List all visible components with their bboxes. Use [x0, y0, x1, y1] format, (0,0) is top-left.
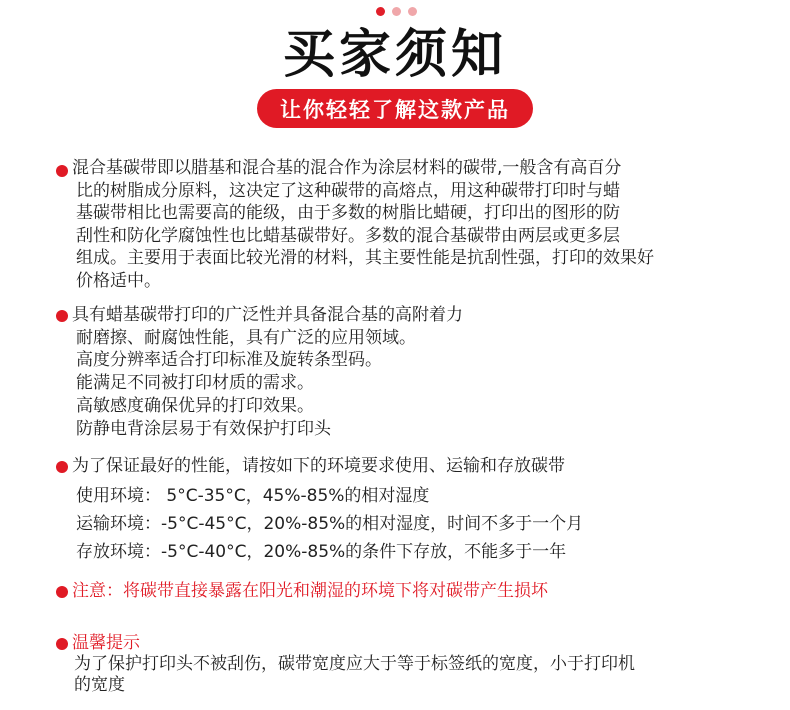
bullet-icon [56, 165, 68, 177]
pagination-dots [376, 7, 417, 16]
environment-usage: 使用环境： 5°C-35°C，45%-85%的相对湿度 [76, 486, 430, 506]
section-warning [56, 580, 776, 602]
feature-line: 防静电背涂层易于有效保护打印头 [76, 418, 331, 439]
tip-line: 为了保护打印头不被刮伤，碳带宽度应大于等于标签纸的宽度，小于打印机 [74, 654, 635, 674]
paragraph-line: 基碳带相比也需要高的能级，由于多数的树脂比蜡硬，打印出的图形的防 [76, 203, 620, 224]
feature-line: 高敏感度确保优异的打印效果。 [76, 395, 314, 416]
paragraph-line: 刮性和防化学腐蚀性也比蜡基碳带好。多数的混合基碳带由两层或更多层 [76, 225, 620, 246]
feature-line: 能满足不同被打印材质的需求。 [76, 373, 314, 394]
pagination-dot-active [376, 7, 385, 16]
section-hybrid-ribbon-description [56, 157, 776, 293]
paragraph-line: 价格适中。 [76, 270, 161, 291]
paragraph-line: 比的树脂成分原料，这决定了这种碳带的高熔点，用这种碳带打印时与蜡 [76, 180, 620, 201]
bullet-icon [56, 310, 68, 322]
bullet-icon [56, 638, 68, 650]
subtitle-badge: 让你轻轻了解这款产品 [257, 89, 533, 128]
page-title: 买家须知 [282, 25, 507, 85]
section-features [56, 304, 776, 440]
tip-heading: 温馨提示 [72, 633, 140, 653]
section-environment-requirements [56, 455, 776, 566]
tip-line: 的宽度 [74, 675, 125, 695]
pagination-dot [392, 7, 401, 16]
pagination-dot [408, 7, 417, 16]
feature-line: 耐磨擦、耐腐蚀性能，具有广泛的应用领域。 [76, 327, 416, 348]
environment-transport: 运输环境：-5°C-45°C，20%-85%的相对湿度，时间不多于一个月 [76, 514, 584, 534]
environment-intro: 为了保证最好的性能，请按如下的环境要求使用、运输和存放碳带 [72, 456, 565, 476]
feature-line: 具有蜡基碳带打印的广泛性并具备混合基的高附着力 [72, 305, 463, 325]
paragraph-line: 混合基碳带即以腊基和混合基的混合作为涂层材料的碳带,一般含有高百分 [72, 158, 622, 178]
section-tip [56, 632, 776, 696]
paragraph-line: 组成。主要用于表面比较光滑的材料，其主要性能是抗刮性强，打印的效果好 [76, 248, 654, 269]
warning-text: 注意：将碳带直接暴露在阳光和潮湿的环境下将对碳带产生损坏 [72, 581, 548, 601]
bullet-icon [56, 586, 68, 598]
feature-line: 高度分辨率适合打印标准及旋转条型码。 [76, 350, 382, 371]
environment-storage: 存放环境：-5°C-40°C，20%-85%的条件下存放，不能多于一年 [76, 542, 567, 562]
bullet-icon [56, 461, 68, 473]
